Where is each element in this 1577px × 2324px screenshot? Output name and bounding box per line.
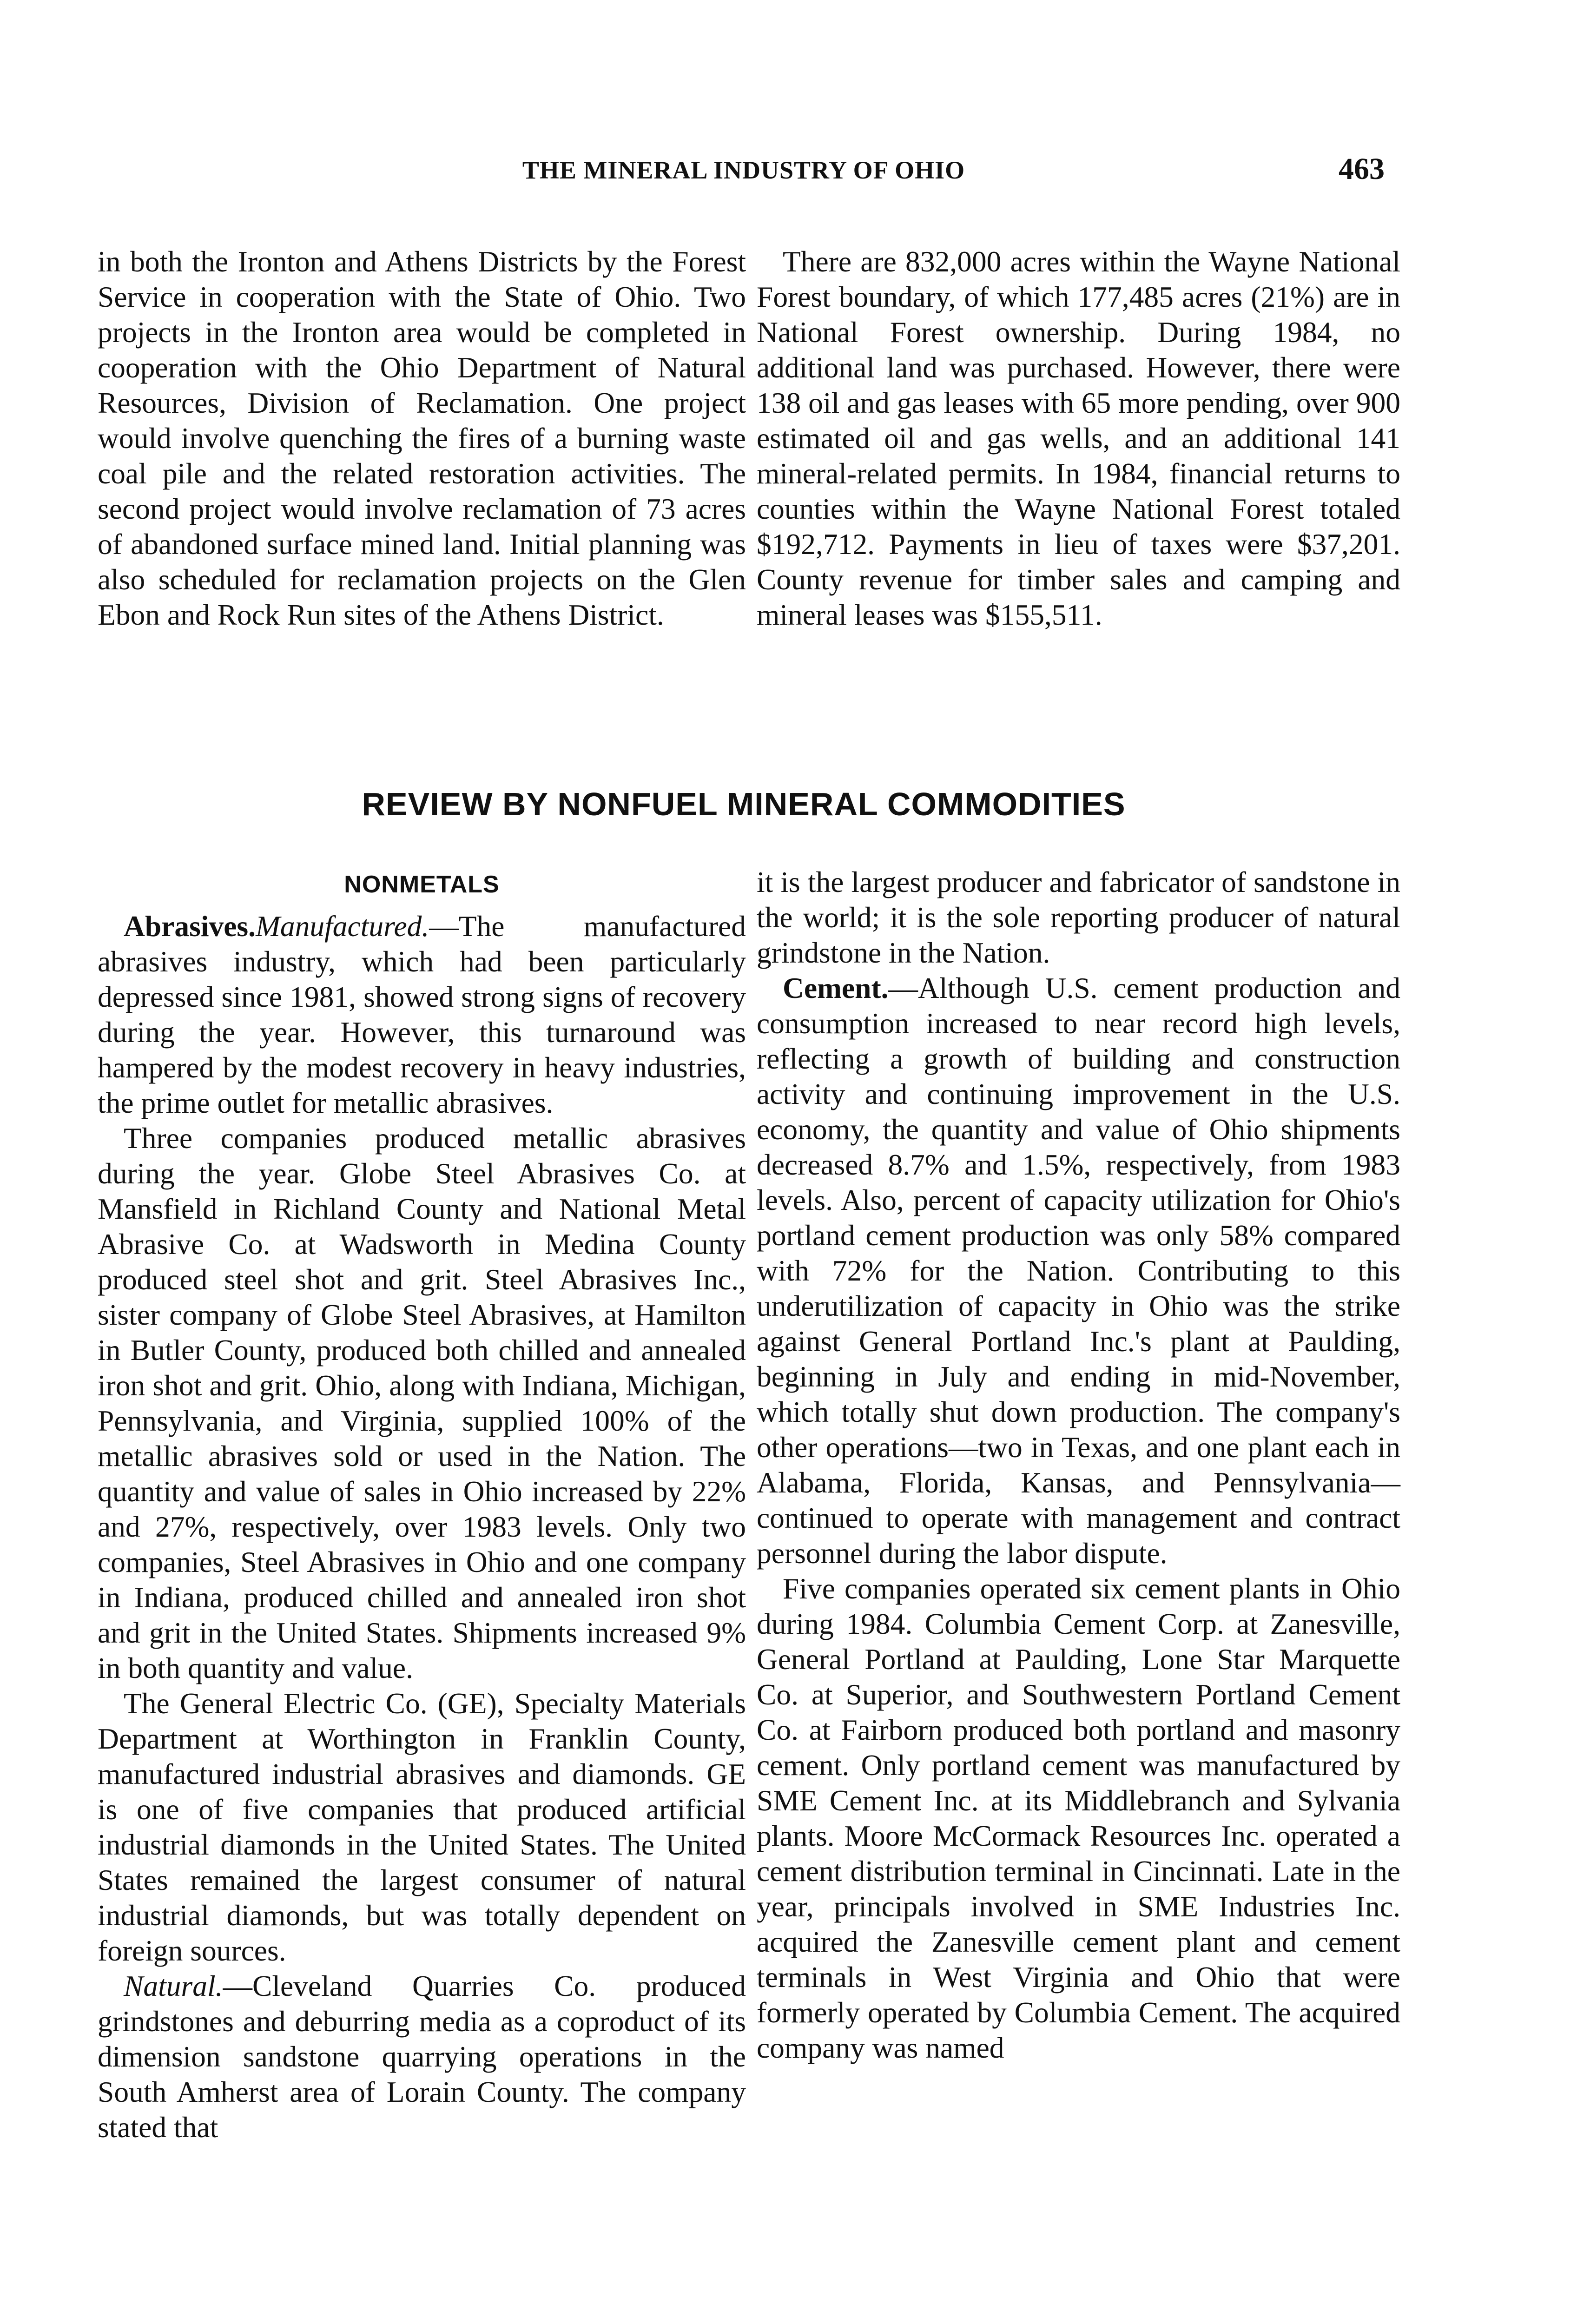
top-left-column: [98, 244, 746, 633]
paragraph-text: —Cleveland Quarries Co. produced grindstones and deburring media as a coproduct of its dimension sandstone quarrying operations in the South Amherst area of Lorain County. The company stated that: [98, 1969, 746, 2144]
bottom-right-column: [757, 865, 1400, 2066]
section-title: REVIEW BY NONFUEL MINERAL COMMODITIES: [362, 786, 1126, 822]
paragraph: [98, 1968, 746, 2145]
bottom-left-column: [98, 871, 746, 2145]
running-title: THE MINERAL INDUSTRY OF OHIO: [522, 156, 965, 184]
top-right-column: [757, 244, 1400, 633]
paragraph: [757, 971, 1400, 1571]
paragraph: There are 832,000 acres within the Wayne National Forest boundary, of which 177,485 acres (21%) are in National Forest ownership. During 1984, no additional land was purchased. However, there were 138 oil and gas leases with 65 more pending, over 900 estimated oil and gas wells, and an additional 141 mineral-related permits. In 1984, financial returns to counties within the Wayne National Forest totaled $192,712. Payments in lieu of taxes were $37,201. County revenue for timber sales and camping and mineral leases was $155,511.: [757, 245, 1400, 631]
paragraph: Five companies operated six cement plants in Ohio during 1984. Columbia Cement Corp. at Zanesville, General Portland at Paulding, Lone Star Marquette Co. at Superior, and Southwestern Portland Cement Co. at Fairborn produced both portland and masonry cement. Only portland cement was manufactured by SME Cement Inc. at its Middlebranch and Sylvania plants. Moore McCormack Resources Inc. operated a cement distribution terminal in Cincinnati. Late in the year, principals involved in SME Industries Inc. acquired the Zanesville cement plant and cement terminals in West Virginia and Ohio that were formerly operated by Columbia Cement. The acquired company was named: [757, 1572, 1400, 2064]
commodity-heading: Abrasives.: [124, 910, 256, 943]
paragraph: in both the Ironton and Athens Districts by the Forest Service in cooperation with the State of Ohio. Two projects in the Ironton area would be completed in cooperation with the Ohio Department of Natural Resources, Division of Reclamation. One project would involve quenching the fires of a burning waste coal pile and the related restoration activities. The second project would involve reclamation of 73 acres of abandoned surface mined land. Initial planning was also scheduled for reclamation projects on the Glen Ebon and Rock Run sites of the Athens District.: [98, 245, 746, 631]
paragraph: The General Electric Co. (GE), Specialty Materials Department at Worthington in Franklin County, manufactured industrial abrasives and diamonds. GE is one of five companies that produced artificial industrial diamonds in the United States. The United States remained the largest consumer of natural industrial diamonds, but was totally dependent on foreign sources.: [98, 1687, 746, 1967]
paragraph: Three companies produced metallic abrasives during the year. Globe Steel Abrasives Co. at Mansfield in Richland County and National Metal Abrasive Co. at Wadsworth in Medina County produced steel shot and grit. Steel Abrasives Inc., sister company of Globe Steel Abrasives, at Hamilton in Butler County, produced both chilled and annealed iron shot and grit. Ohio, along with Indiana, Michigan, Pennsylvania, and Virginia, supplied 100% of the metallic abrasives sold or used in the Nation. The quantity and value of sales in Ohio increased by 22% and 27%, respectively, over 1983 levels. Only two companies, Steel Abrasives in Ohio and one company in Indiana, produced chilled and annealed iron shot and grit in the United States. Shipments increased 9% in both quantity and value.: [98, 1122, 746, 1684]
commodity-heading: Cement.: [783, 971, 889, 1004]
page-number: 463: [1339, 152, 1385, 186]
paragraph: it is the largest producer and fabricator of sandstone in the world; it is the sole reporting producer of natural grindstone in the Nation.: [757, 865, 1400, 969]
subsection-heading: NONMETALS: [344, 871, 500, 898]
subheading: Natural.: [124, 1969, 223, 2002]
paragraph-text: —The manufactured abrasives industry, which had been particularly depressed since 1981, showed strong signs of recovery during the year. However, this turnaround was hampered by the modest recovery in heavy industries, the prime outlet for metallic abrasives.: [98, 910, 746, 1119]
paragraph: [98, 909, 746, 1121]
subheading: Manufactured.: [255, 910, 429, 943]
paragraph-text: —Although U.S. cement production and consumption increased to near record high levels, reflecting a growth of building and construction activity and continuing improvement in the U.S. economy, the quantity and value of Ohio shipments decreased 8.7% and 1.5%, respectively, from 1983 levels. Also, percent of capacity utilization for Ohio's portland cement production was only 58% compared with 72% for the Nation. Contributing to this underutilization of capacity in Ohio was the strike against General Portland Inc.'s plant at Paulding, beginning in July and ending in mid-November, which totally shut down production. The company's other operations—two in Texas, and one plant each in Alabama, Florida, Kansas, and Pennsylvania—continued to operate with management and contract personnel during the labor dispute.: [757, 971, 1400, 1570]
